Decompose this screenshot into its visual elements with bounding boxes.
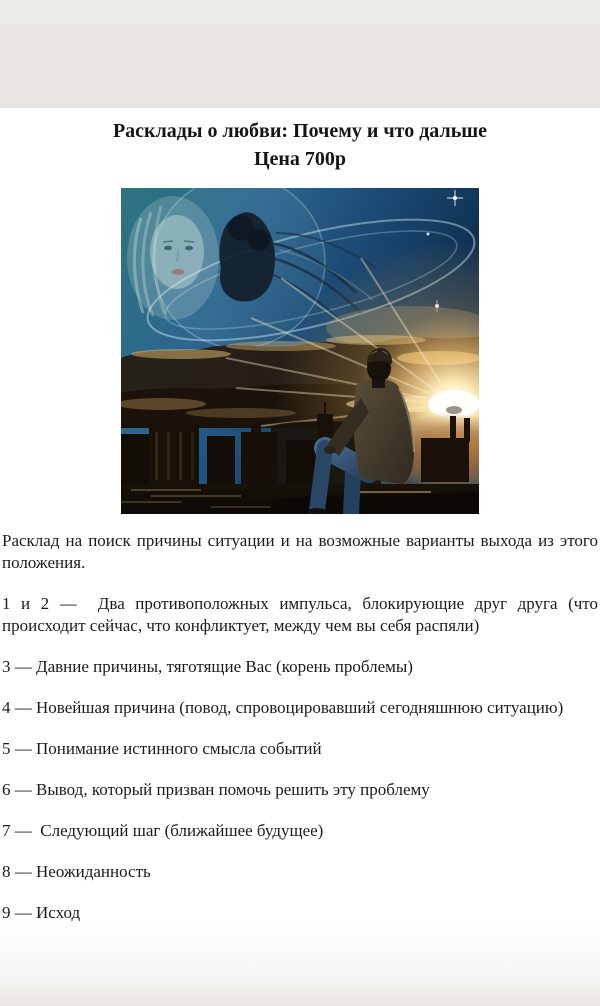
spread-description [0,530,600,924]
list-item: 6 — Вывод, который призван помочь решить эту проблему [2,780,430,799]
list-item: 4 — Новейшая причина (повод, спровоцировавший сегодняшнюю ситуацию) [2,698,564,717]
hero-photo-illustration [121,188,479,514]
list-item: 7 — Следующий шаг (ближайшее будущее) [2,821,324,840]
list-item: 8 — Неожиданность [2,862,151,881]
list-item: 1 и 2 — Два противоположных импульса, блокирующие друг друга (что происходит сейчас, что конфликтует, между чем вы себя распяли) [2,594,598,635]
list-item: 9 — Исход [2,903,81,922]
bottom-fade [0,924,600,984]
content-area [0,108,600,984]
page-title-line2: Цена 700р [253,148,347,170]
page-title-line1: Расклады о любви: Почему и что дальше [112,120,488,142]
top-gray-band [0,0,600,108]
hero-photo [121,188,479,514]
list-item: 3 — Давние причины, тяготящие Вас (корень проблемы) [2,657,413,676]
water [121,484,479,514]
page-title [0,108,600,173]
list-item: 5 — Понимание истинного смысла событий [2,739,322,758]
intro-paragraph: Расклад на поиск причины ситуации и на возможные варианты выхода из этого положения. [2,531,598,572]
bottom-gray-band [0,984,600,1006]
